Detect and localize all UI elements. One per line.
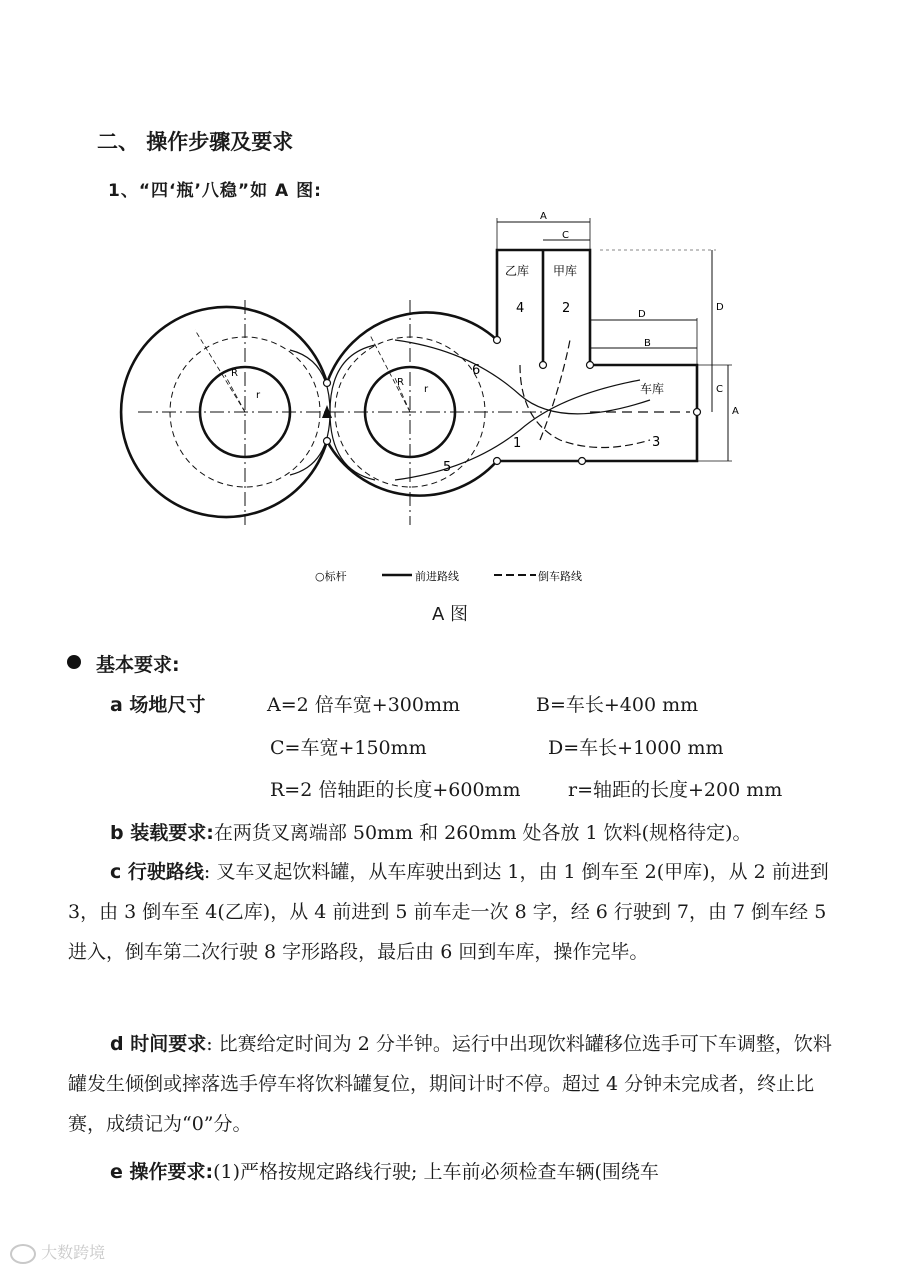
req-a-D: D=车长+1000 mm (548, 737, 724, 759)
req-a-R: R=2 倍轴距的长度+600mm (270, 779, 521, 801)
watermark-icon (10, 1244, 36, 1264)
section-title: 二、 操作步骤及要求 (97, 130, 294, 154)
point-1: 1 (513, 436, 522, 451)
label-yi-ku: 乙库 (505, 264, 530, 278)
req-d-label: d 时间要求 (110, 1033, 207, 1055)
watermark-logo (10, 1240, 105, 1264)
figure-a-diagram (0, 0, 900, 600)
legend-pole: ○标杆 (315, 570, 347, 583)
radius-R-left: R (231, 368, 238, 379)
radius-R-right: R (397, 377, 404, 388)
req-a-A: A=2 倍车宽+300mm (267, 694, 460, 716)
req-c (68, 852, 838, 972)
radius-r-right: r (424, 384, 429, 395)
req-c-label: c 行驶路线 (110, 861, 204, 883)
point-5: 5 (443, 460, 452, 475)
req-a-B: B=车长+400 mm (536, 694, 699, 716)
label-jia-ku: 甲库 (553, 264, 578, 278)
basic-requirements-title: 基本要求: (96, 654, 180, 676)
item-title: 1、“四‘瓶’八稳”如 A 图: (108, 181, 322, 201)
req-c-text: : 叉车叉起饮料罐，从车库驶出到达 1，由 1 倒车至 2(甲库)，从 2 前进到 3，由 3 倒车至 4(乙库)，从 4 前进到 5 前车走一次 8 字，经 6 行驶到 7，由 7 倒车经 5 进入，倒车第二次行驶 8 字形路段，最后由 6 回到车库，操作完毕。 (68, 861, 829, 963)
watermark-text: 大数跨境 (41, 1243, 106, 1262)
legend-forward: 前进路线 (415, 570, 459, 583)
req-e-label: e 操作要求: (110, 1161, 214, 1183)
point-3: 3 (652, 435, 661, 450)
label-che-ku: 车库 (640, 382, 665, 396)
dim-d-right: D (716, 302, 724, 313)
point-6: 6 (472, 363, 481, 378)
req-b-label: b 装载要求: (110, 822, 214, 844)
dim-c-top: C (562, 230, 569, 241)
bullet-icon (67, 655, 81, 669)
req-d-text: : 比赛给定时间为 2 分半钟。运行中出现饮料罐移位选手可下车调整，饮料罐发生倾倒或摔落选手停车将饮料罐复位，期间计时不停。超过 4 分钟未完成者，终止比赛，成绩记为“0”分。 (68, 1033, 832, 1135)
dim-c-right: C (716, 384, 723, 395)
point-4: 4 (516, 301, 525, 316)
req-b-text: 在两货叉离端部 50mm 和 260mm 处各放 1 饮料(规格待定)。 (213, 822, 752, 844)
req-b (110, 818, 752, 845)
req-e (110, 1157, 659, 1184)
req-a-C: C=车宽+150mm (270, 737, 427, 759)
req-a-label: a 场地尺寸 (110, 694, 206, 716)
point-2: 2 (562, 301, 571, 316)
dim-d: D (638, 309, 646, 320)
req-e-text: (1)严格按规定路线行驶; 上车前必须检查车辆(围绕车 (213, 1161, 659, 1183)
figure-caption: A 图 (432, 604, 469, 625)
req-d (68, 1024, 838, 1144)
req-a-r: r=轴距的长度+200 mm (568, 779, 783, 801)
dim-a-top: A (540, 211, 547, 222)
dim-a-right: A (732, 406, 739, 417)
dim-b: B (644, 338, 651, 349)
legend-reverse: 倒车路线 (538, 570, 582, 583)
radius-r-left: r (256, 390, 261, 401)
